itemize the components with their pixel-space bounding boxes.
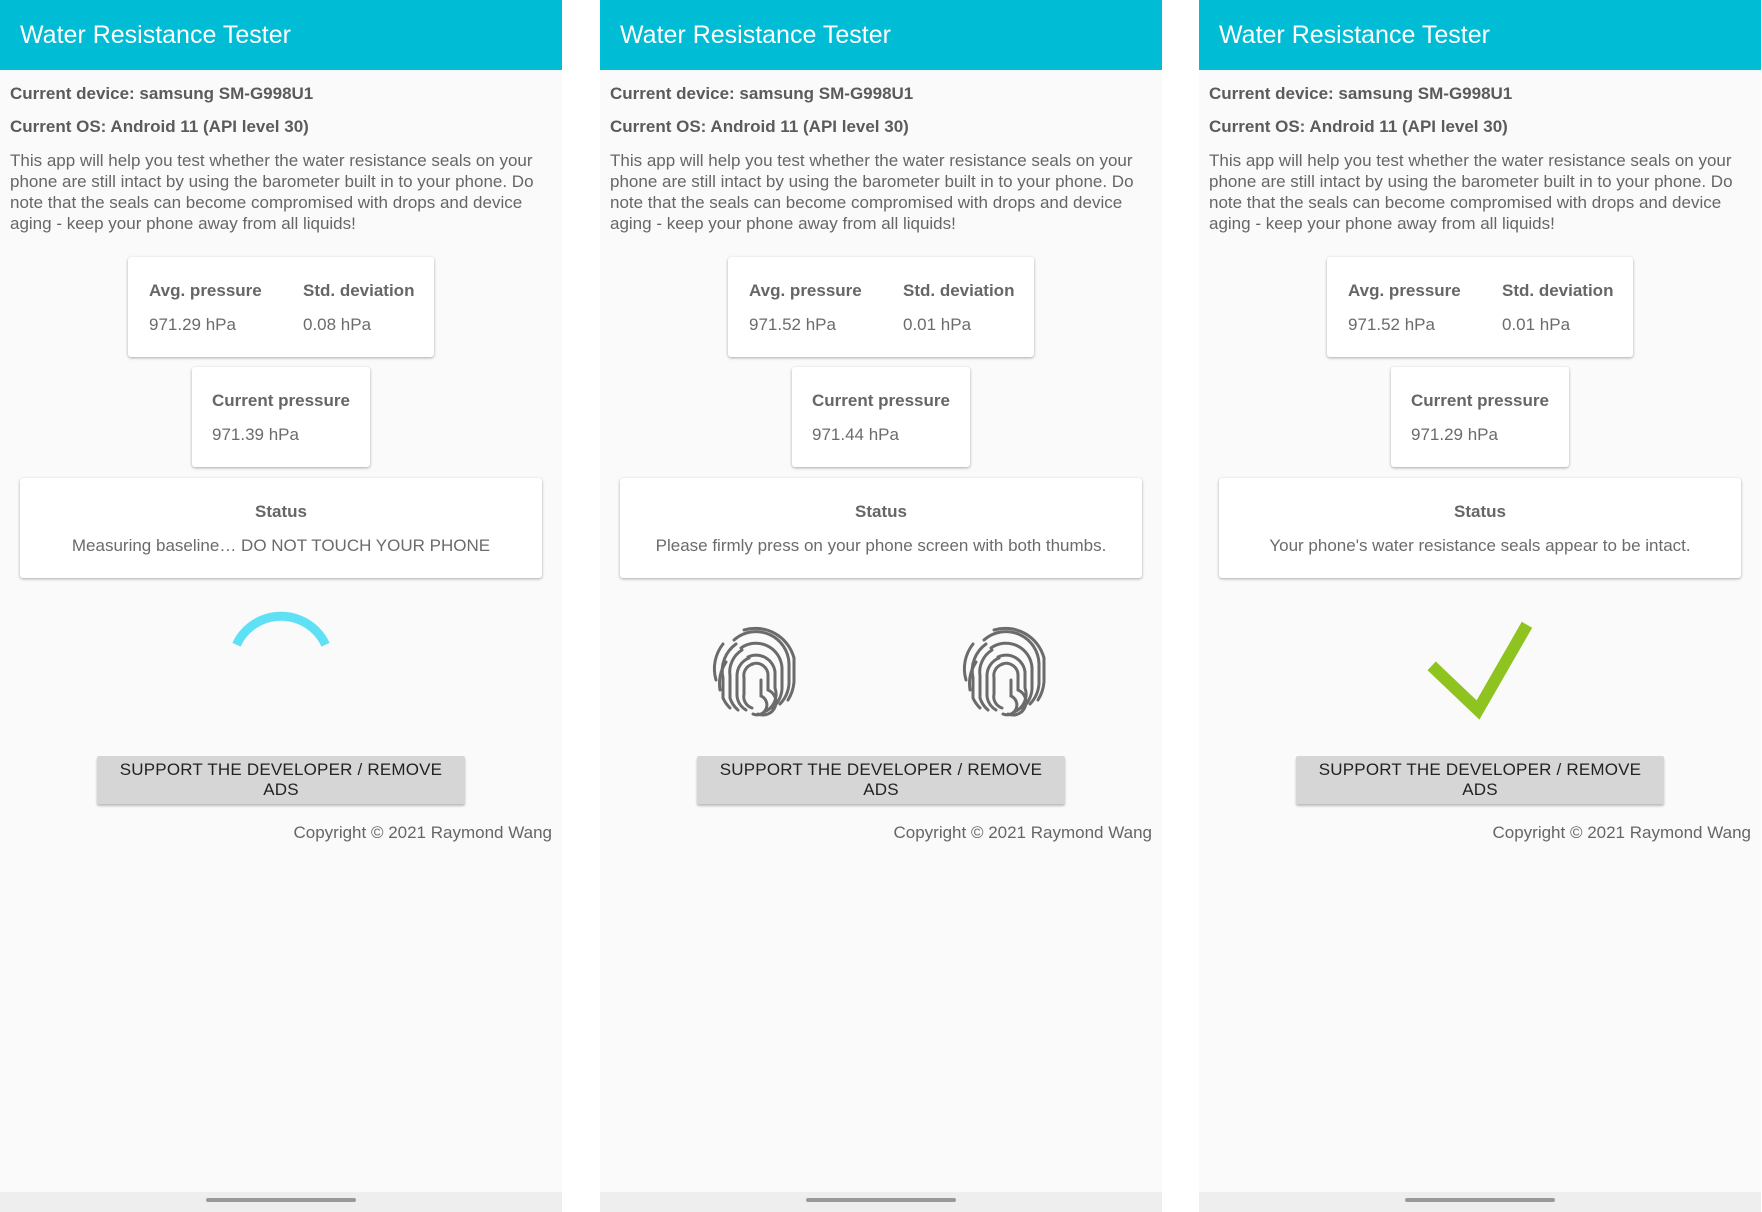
app-description: This app will help you test whether the water resistance seals on your phone are still intact by using the barometer built in to your phone. Do note that the seals can become compromised with drops and device aging - keep your phone away from all liquids! xyxy=(10,151,534,233)
phone-screen-press xyxy=(600,0,1162,1212)
progress-spinner-icon xyxy=(0,600,562,730)
home-gesture-handle[interactable] xyxy=(1405,1198,1555,1202)
support-developer-button[interactable]: SUPPORT THE DEVELOPER / REMOVE ADS xyxy=(1296,756,1664,804)
device-info xyxy=(0,84,562,234)
std-deviation-label: Std. deviation xyxy=(903,281,1015,300)
avg-pressure-value: 971.29 hPa xyxy=(149,315,236,334)
std-deviation-value: 0.01 hPa xyxy=(903,315,972,334)
pressure-stats-card xyxy=(128,257,434,357)
avg-pressure-value: 971.52 hPa xyxy=(749,315,836,334)
phone-screen-measuring xyxy=(0,0,562,1212)
app-title: Water Resistance Tester xyxy=(620,20,891,49)
current-device-text: Current device: samsung SM-G998U1 xyxy=(1209,84,1513,103)
status-card xyxy=(1219,478,1741,578)
home-gesture-handle[interactable] xyxy=(206,1198,356,1202)
status-card xyxy=(620,478,1142,578)
app-title: Water Resistance Tester xyxy=(20,20,291,49)
std-deviation-label: Std. deviation xyxy=(1502,281,1614,300)
current-pressure-value: 971.29 hPa xyxy=(1411,425,1498,444)
current-pressure-card xyxy=(792,367,970,467)
current-device-text: Current device: samsung SM-G998U1 xyxy=(10,84,314,103)
status-label: Status xyxy=(1454,502,1506,521)
app-description: This app will help you test whether the water resistance seals on your phone are still intact by using the barometer built in to your phone. Do note that the seals can become compromised with drops and device aging - keep your phone away from all liquids! xyxy=(610,151,1134,233)
avg-pressure-label: Avg. pressure xyxy=(149,281,262,300)
current-os-text: Current OS: Android 11 (API level 30) xyxy=(610,117,909,136)
avg-pressure-column xyxy=(1348,281,1461,335)
status-label: Status xyxy=(855,502,907,521)
avg-pressure-label: Avg. pressure xyxy=(1348,281,1461,300)
progress-spinner-area xyxy=(0,600,562,730)
current-os-text: Current OS: Android 11 (API level 30) xyxy=(1209,117,1508,136)
std-deviation-value: 0.01 hPa xyxy=(1502,315,1571,334)
current-pressure-column xyxy=(212,391,350,445)
current-pressure-label: Current pressure xyxy=(812,391,950,410)
avg-pressure-value: 971.52 hPa xyxy=(1348,315,1435,334)
std-deviation-column xyxy=(903,281,1014,335)
current-pressure-value: 971.44 hPa xyxy=(812,425,899,444)
fingerprint-area xyxy=(600,600,1162,730)
checkmark-area xyxy=(1199,600,1761,730)
support-developer-button[interactable]: SUPPORT THE DEVELOPER / REMOVE ADS xyxy=(697,756,1065,804)
current-device-text: Current device: samsung SM-G998U1 xyxy=(610,84,914,103)
support-developer-button[interactable]: SUPPORT THE DEVELOPER / REMOVE ADS xyxy=(97,756,465,804)
app-bar xyxy=(0,0,562,70)
status-text: Your phone's water resistance seals appear to be intact. xyxy=(1269,536,1691,555)
device-info xyxy=(600,84,1162,234)
fingerprint-icon xyxy=(600,600,1162,730)
app-description: This app will help you test whether the water resistance seals on your phone are still intact by using the barometer built in to your phone. Do note that the seals can become compromised with drops and device aging - keep your phone away from all liquids! xyxy=(1209,151,1733,233)
phone-screen-result xyxy=(1199,0,1761,1212)
system-nav-bar xyxy=(600,1192,1162,1212)
avg-pressure-column xyxy=(149,281,262,335)
avg-pressure-label: Avg. pressure xyxy=(749,281,862,300)
status-text: Please firmly press on your phone screen with both thumbs. xyxy=(655,536,1107,555)
system-nav-bar xyxy=(1199,1192,1761,1212)
checkmark-icon xyxy=(1199,600,1761,730)
app-bar xyxy=(1199,0,1761,70)
copyright-text: Copyright © 2021 Raymond Wang xyxy=(1492,823,1751,842)
avg-pressure-column xyxy=(749,281,862,335)
std-deviation-column xyxy=(1502,281,1613,335)
status-card xyxy=(20,478,542,578)
std-deviation-value: 0.08 hPa xyxy=(303,315,372,334)
current-pressure-card xyxy=(1391,367,1569,467)
app-bar xyxy=(600,0,1162,70)
status-label: Status xyxy=(255,502,307,521)
current-pressure-column xyxy=(1411,391,1549,445)
system-nav-bar xyxy=(0,1192,562,1212)
pressure-stats-card xyxy=(1327,257,1633,357)
std-deviation-label: Std. deviation xyxy=(303,281,415,300)
current-pressure-value: 971.39 hPa xyxy=(212,425,299,444)
device-info xyxy=(1199,84,1761,234)
current-pressure-label: Current pressure xyxy=(1411,391,1549,410)
current-pressure-column xyxy=(812,391,950,445)
current-pressure-label: Current pressure xyxy=(212,391,350,410)
pressure-stats-card xyxy=(728,257,1034,357)
status-text: Measuring baseline… DO NOT TOUCH YOUR PHONE xyxy=(71,536,491,555)
copyright-text: Copyright © 2021 Raymond Wang xyxy=(893,823,1152,842)
home-gesture-handle[interactable] xyxy=(806,1198,956,1202)
current-pressure-card xyxy=(192,367,370,467)
std-deviation-column xyxy=(303,281,414,335)
current-os-text: Current OS: Android 11 (API level 30) xyxy=(10,117,309,136)
app-title: Water Resistance Tester xyxy=(1219,20,1490,49)
copyright-text: Copyright © 2021 Raymond Wang xyxy=(293,823,552,842)
